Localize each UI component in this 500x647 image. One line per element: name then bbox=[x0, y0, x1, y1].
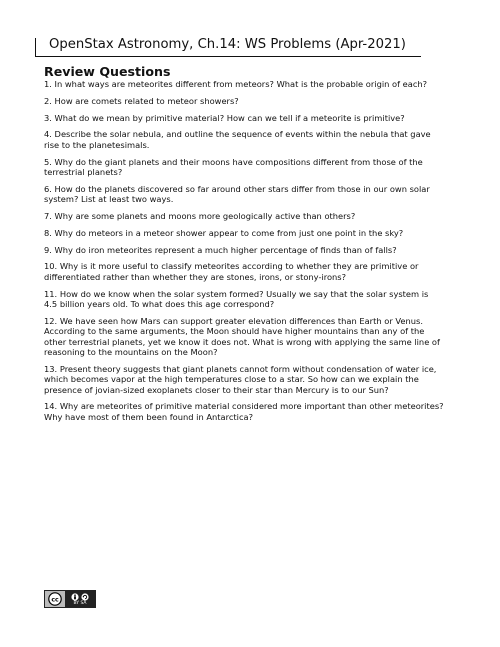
share-alike-icon bbox=[81, 593, 89, 601]
question-7: 7. Why are some planets and moons more geologically active than others? bbox=[44, 211, 356, 221]
page-header bbox=[35, 38, 421, 57]
question-list bbox=[44, 79, 444, 429]
cc-license-badge[interactable] bbox=[44, 590, 96, 608]
question-3: 3. What do we mean by primitive material? How can we tell if a meteorite is primitive? bbox=[44, 112, 405, 123]
section-heading: Review Questions bbox=[44, 64, 171, 79]
question-6: 6. How do the planets discovered so far around other stars differ from those in our own solar system? List at least two ways. bbox=[44, 183, 430, 205]
svg-text:cc: cc bbox=[51, 596, 59, 604]
page-title: OpenStax Astronomy, Ch.14: WS Problems (Apr-2021) bbox=[49, 37, 406, 52]
question-2: 2. How are comets related to meteor showers? bbox=[44, 95, 239, 106]
license-terms bbox=[65, 591, 95, 607]
license-badge-text: BY SA bbox=[73, 600, 87, 606]
question-14: 14. Why are meteorites of primitive material considered more important than other meteorites? Why have most of them been found in Antarctica? bbox=[44, 401, 444, 422]
question-11: 11. How do we know when the solar system formed? Usually we say that the solar system is 4.5 billion years old. To what does this age correspond? bbox=[44, 288, 429, 309]
question-9: 9. Why do iron meteorites represent a much higher percentage of finds than of falls? bbox=[44, 244, 397, 255]
question-13: 13. Present theory suggests that giant planets cannot form without condensation of water ice, which becomes vapor at the high temperatures close to a star. So how can we explain the presence of jovian-sized exoplanets closer to their star than Mercury is to our Sun? bbox=[44, 363, 437, 395]
question-1: 1. In what ways are meteorites different from meteors? What is the probable origin of each? bbox=[44, 79, 428, 89]
question-12: 12. We have seen how Mars can support greater elevation differences than Earth or Venus. According to the same arguments, the Moon should have higher mountains than any of the other terrestrial planets, yet we know it does not. What is wrong with applying the same line of reasoning to the mountains on the Moon? bbox=[44, 315, 440, 358]
question-10: 10. Why is it more useful to classify meteorites according to whether they are primitive or differentiated rather than whether they are stones, irons, or stony-irons? bbox=[44, 261, 419, 282]
creative-commons-icon bbox=[45, 591, 65, 607]
question-4: 4. Describe the solar nebula, and outline the sequence of events within the nebula that gave rise to the planetesimals. bbox=[44, 129, 431, 150]
question-5: 5. Why do the giant planets and their moons have compositions different from those of the terrestrial planets? bbox=[44, 156, 423, 177]
attribution-icon bbox=[71, 593, 79, 601]
question-8: 8. Why do meteors in a meteor shower appear to come from just one point in the sky? bbox=[44, 227, 404, 238]
